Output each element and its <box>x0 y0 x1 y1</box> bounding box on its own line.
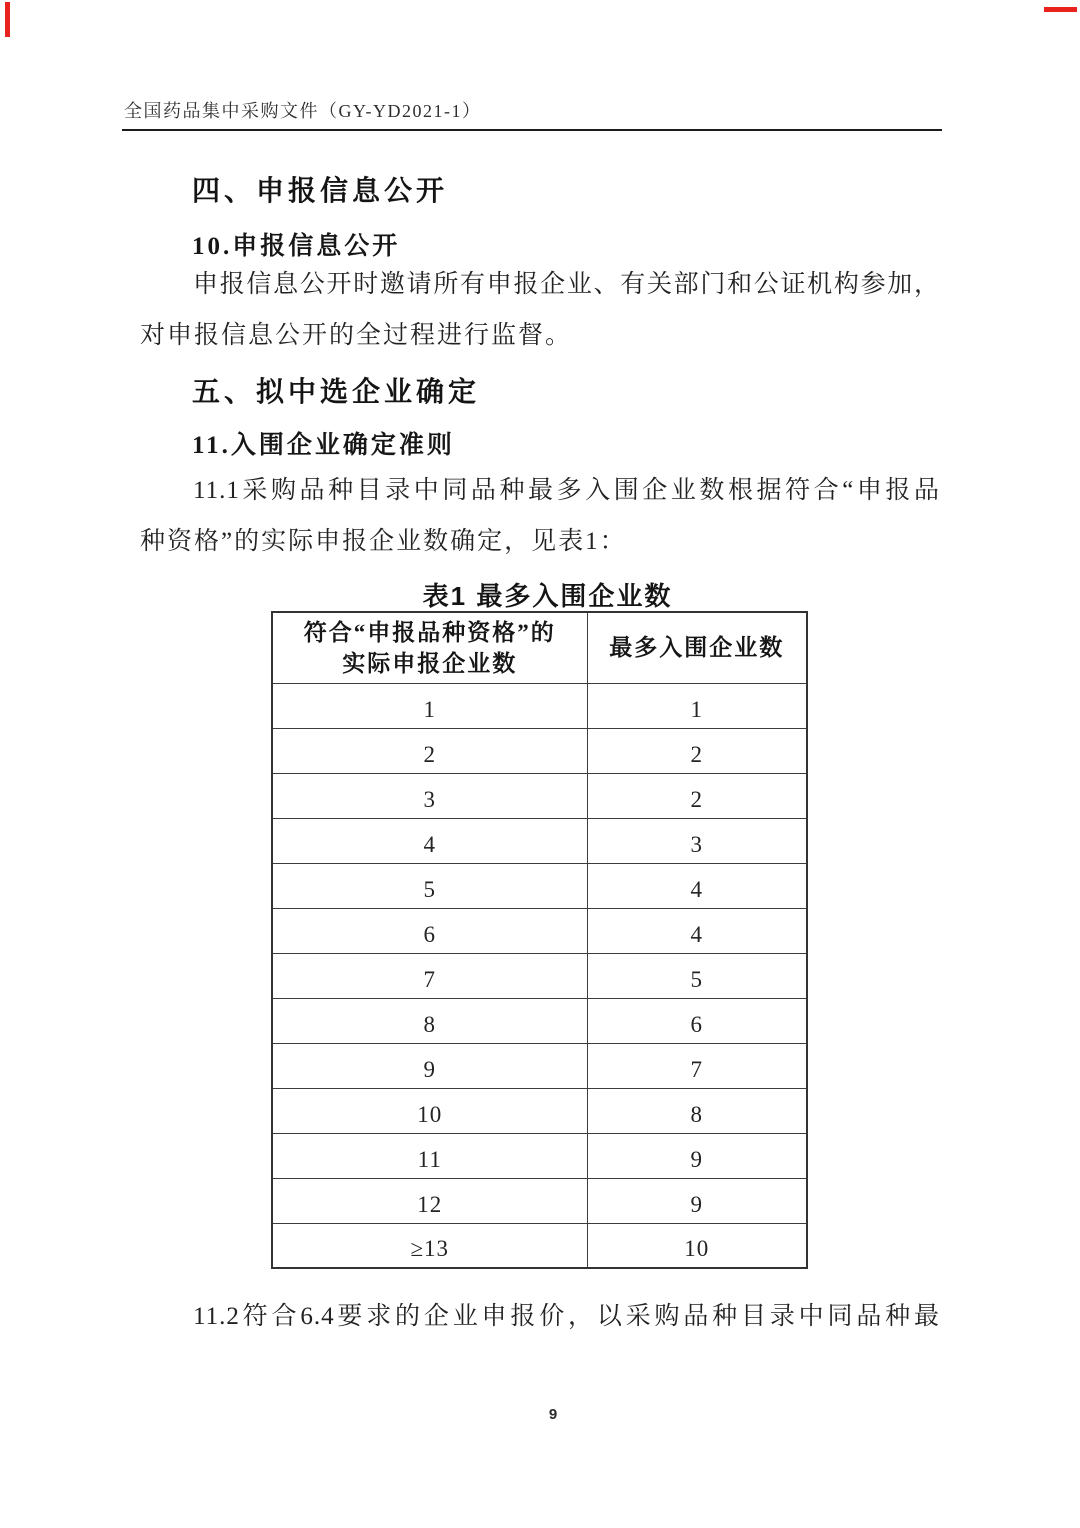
table-header-col1-line1: 符合“申报品种资格”的 <box>303 619 556 645</box>
table-body <box>272 683 807 1268</box>
table-row <box>272 1133 807 1178</box>
table-cell: 10 <box>272 1088 587 1133</box>
table-header-col1-line2: 实际申报企业数 <box>342 650 518 676</box>
table-cell: 1 <box>272 683 587 728</box>
table-row <box>272 773 807 818</box>
table-row <box>272 1223 807 1268</box>
table-cell: 9 <box>587 1133 807 1178</box>
page-number: 9 <box>548 1406 558 1423</box>
table-cell: 6 <box>587 998 807 1043</box>
table-cell: 12 <box>272 1178 587 1223</box>
table-cell: 5 <box>587 953 807 998</box>
table-cell: 4 <box>587 908 807 953</box>
table-row <box>272 863 807 908</box>
table-1-max-enrolled-enterprises <box>271 611 808 1269</box>
table-cell: 7 <box>587 1043 807 1088</box>
paragraph-11-2-line-1: 11.2符合6.4要求的企业申报价，以采购品种目录中同品种最 <box>193 1303 940 1330</box>
table-row <box>272 728 807 773</box>
table-row <box>272 908 807 953</box>
table-cell: 5 <box>272 863 587 908</box>
table-cell: 9 <box>587 1178 807 1223</box>
table-cell: 11 <box>272 1133 587 1178</box>
document-header-text: 全国药品集中采购文件（GY-YD2021-1） <box>124 101 482 121</box>
table-row <box>272 683 807 728</box>
paragraph-11-1-line-2: 种资格”的实际申报企业数确定，见表1： <box>140 528 627 555</box>
clause-10-heading: 10.申报信息公开 <box>192 233 401 260</box>
table-header-row <box>272 612 807 683</box>
clause-11-heading: 11.入围企业确定准则 <box>192 432 455 459</box>
table-row <box>272 1178 807 1223</box>
table-cell: 4 <box>272 818 587 863</box>
section-4-heading: 四、申报信息公开 <box>192 175 449 206</box>
table-row <box>272 998 807 1043</box>
section-5-heading: 五、拟中选企业确定 <box>192 376 481 407</box>
table-cell: 3 <box>272 773 587 818</box>
table-cell: 8 <box>272 998 587 1043</box>
table-cell: 8 <box>587 1088 807 1133</box>
table-cell: 10 <box>587 1223 807 1268</box>
paragraph-10-line-2: 对申报信息公开的全过程进行监督。 <box>140 322 573 349</box>
table-cell: 2 <box>587 728 807 773</box>
header-rule <box>122 129 942 131</box>
table-cell: 1 <box>587 683 807 728</box>
corner-crop-mark-right <box>1044 7 1077 12</box>
paragraph-10-line-1: 申报信息公开时邀请所有申报企业、有关部门和公证机构参加， <box>193 271 940 298</box>
paragraph-11-1-line-1: 11.1采购品种目录中同品种最多入围企业数根据符合“申报品 <box>193 477 940 504</box>
table-cell: 2 <box>587 773 807 818</box>
table-cell: 3 <box>587 818 807 863</box>
table-row <box>272 1043 807 1088</box>
table-cell: ≥13 <box>272 1223 587 1268</box>
table-row <box>272 953 807 998</box>
table-header-col1 <box>272 612 587 683</box>
table-cell: 2 <box>272 728 587 773</box>
corner-crop-mark-left <box>5 2 10 37</box>
table-cell: 6 <box>272 908 587 953</box>
table-1-title: 表1 最多入围企业数 <box>422 581 673 611</box>
table-cell: 9 <box>272 1043 587 1088</box>
table-header-col2: 最多入围企业数 <box>587 612 807 683</box>
table-cell: 7 <box>272 953 587 998</box>
table-cell: 4 <box>587 863 807 908</box>
table-row <box>272 1088 807 1133</box>
table-row <box>272 818 807 863</box>
